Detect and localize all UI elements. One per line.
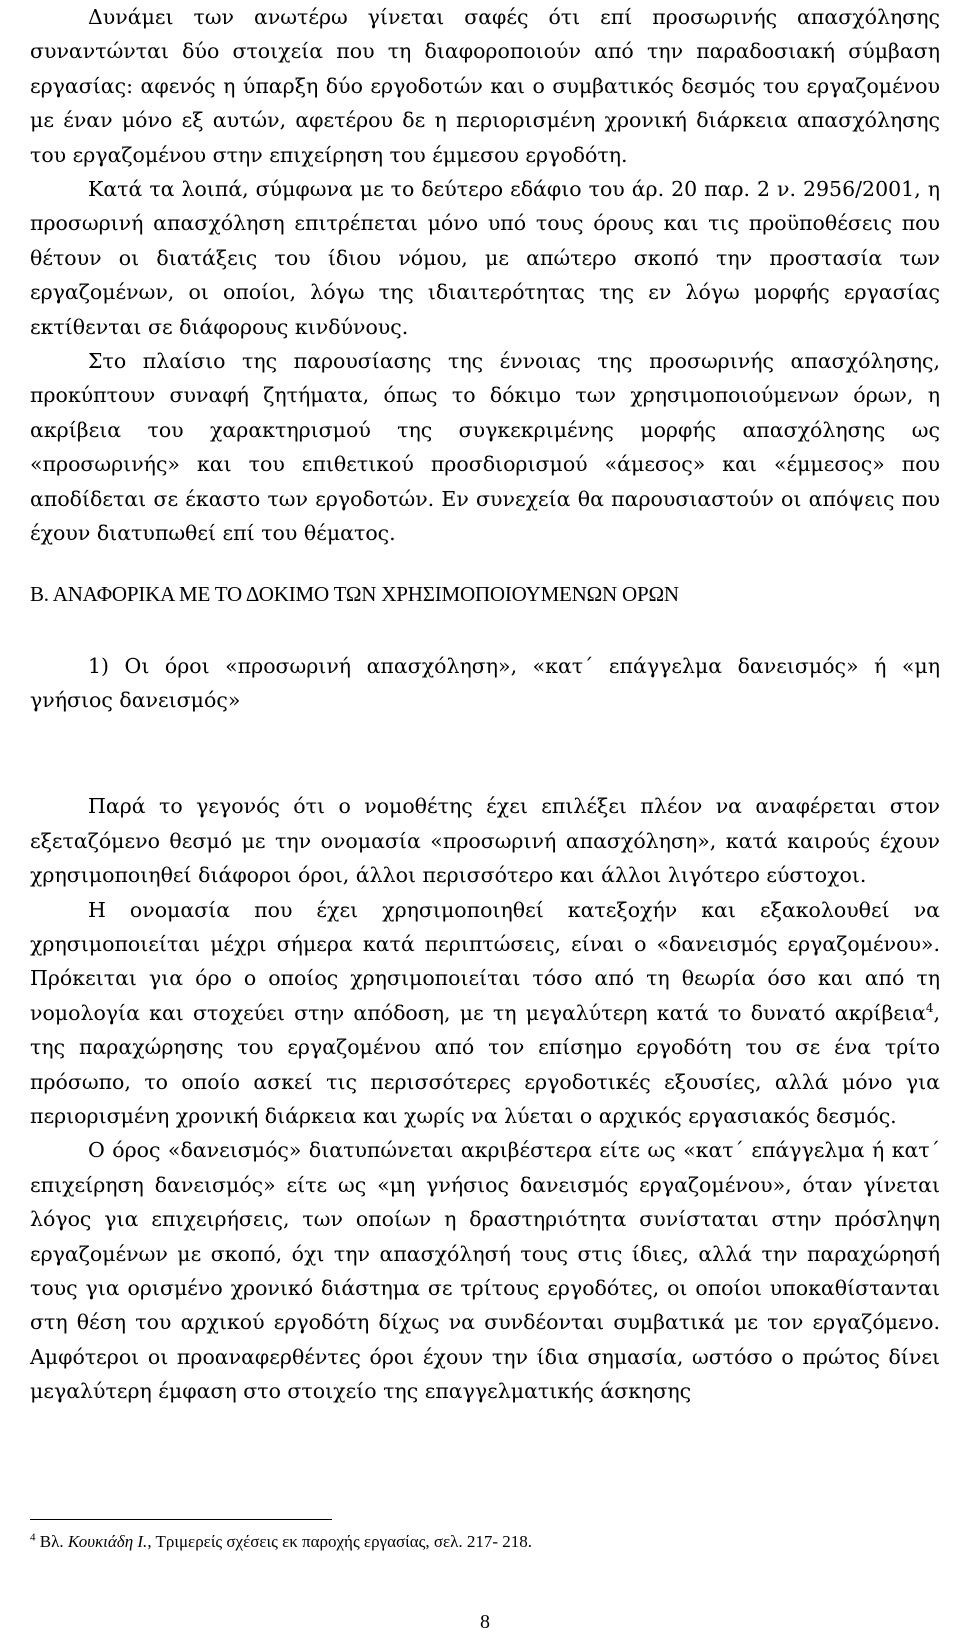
footnote-number: 4 <box>30 1531 36 1544</box>
subsection-heading-text: 1) Οι όροι «προσωρινή απασχόληση», «κατ΄ επάγγελμα δανεισμός» ή «μη γνήσιος δανεισμός» <box>30 653 940 712</box>
paragraph-2: Κατά τα λοιπά, σύμφωνα με το δεύτερο εδάφιο του άρ. 20 παρ. 2 ν. 2956/2001, η προσωρινή απασχόληση επιτρέπεται μόνο υπό τους όρους και τις προϋποθέσεις που θέτουν οι διατάξεις του ίδιου νόμου, με απώτερο σκοπό την προστασία των εργαζομένων, οι οποίοι, λόγω της ιδιαιτερότητας της εν λόγω μορφής εργασίας εκτίθενται σε διάφορους κινδύνους. <box>30 177 940 339</box>
footnote <box>30 1531 532 1553</box>
footnote-prefix: Βλ. <box>35 1532 68 1551</box>
subsection-heading <box>30 649 940 718</box>
paragraph-6: Ο όρος «δανεισμός» διατυπώνεται ακριβέστερα είτε ως «κατ΄ επάγγελμα ή κατ΄ επιχείρηση δανεισμός» είτε ως «μη γνήσιος δανεισμός εργαζομένου», όταν γίνεται λόγος για επιχειρήσεις, των οποίων η δραστηριότητα συνίσταται στην πρόσληψη εργαζομένων με σκοπό, όχι την απασχόλησή τους στις ίδιες, αλλά την παραχώρησή τους για ορισμένο χρονικό διάστημα σε τρίτους εργοδότες, οι οποίοι υποκαθίστανται στη θέση του αρχικού εργοδότη δίχως να συνδέονται συμβατικά με τον εργαζόμενο. Αμφότεροι οι προαναφερθέντες όροι έχουν την ίδια σημασία, ωστόσο ο πρώτος δίνει μεγαλύτερη έμφαση στο στοιχείο της επαγγελματικής άσκησης <box>30 1138 940 1404</box>
page-number: 8 <box>480 1611 490 1633</box>
footnote-reference[interactable]: 4 <box>925 1000 934 1015</box>
paragraph-5-part-1: Η ονομασία που έχει χρησιμοποιηθεί κατεξοχήν και εξακολουθεί να χρησιμοποιείται μέχρι σήμερα κατά περιπτώσεις, είναι ο «δανεισμός εργαζομένου». Πρόκειται για όρο ο οποίος χρησιμοποιείται τόσο από τη θεωρία όσο και από τη νομολογία και στοχεύει στην απόδοση, με τη μεγαλύτερη κατά το δυνατό ακρίβεια <box>30 897 940 1025</box>
document-page <box>30 0 940 1633</box>
footnote-author: Κουκιάδη Ι. <box>67 1532 148 1551</box>
paragraph-4: Παρά το γεγονός ότι ο νομοθέτης έχει επιλέξει πλέον να αναφέρεται στον εξεταζόμενο θεσμό με την ονομασία «προσωρινή απασχόληση», κατά καιρούς έχουν χρησιμοποιηθεί διάφοροι όροι, άλλοι περισσότερο και άλλοι λιγότερο εύστοχοι. <box>30 794 940 888</box>
footnote-divider <box>30 1519 332 1520</box>
paragraph-3: Στο πλαίσιο της παρουσίασης της έννοιας της προσωρινής απασχόλησης, προκύπτουν συναφή ζητήματα, όπως το δόκιμο των χρησιμοποιούμενων όρων, η ακρίβεια του χαρακτηρισμού της συγκεκριμένης μορφής απασχόλησης ως «προσωρινής» και του επιθετικού προσδιορισμού «άμεσος» και «έμμεσος» που αποδίδεται σε έκαστο των εργοδοτών. Εν συνεχεία θα παρουσιαστούν οι απόψεις που έχουν διατυπωθεί επί του θέματος. <box>30 349 940 546</box>
paragraph-5 <box>30 893 940 1134</box>
footnote-citation: , Τριμερείς σχέσεις εκ παροχής εργασίας, σελ. 217- 218. <box>147 1532 533 1551</box>
section-heading: Β. ΑΝΑΦΟΡΙΚΑ ΜΕ ΤΟ ΔΟΚΙΜΟ ΤΩΝ ΧΡΗΣΙΜΟΠΟΙΟΥΜΕΝΩΝ ΟΡΩΝ <box>30 581 679 606</box>
paragraph-1: Δυνάμει των ανωτέρω γίνεται σαφές ότι επί προσωρινής απασχόλησης συναντώνται δύο στοιχεία που τη διαφοροποιούν από την παραδοσιακή σύμβαση εργασίας: αφενός η ύπαρξη δύο εργοδοτών και ο συμβατικός δεσμός του εργαζομένου με έναν μόνο εξ αυτών, αφετέρου δε η περιορισμένη χρονική διάρκεια απασχόλησης του εργαζομένου στην επιχείρηση του έμμεσου εργοδότη. <box>30 5 940 167</box>
paragraph-5-part-2: , της παραχώρησης του εργαζομένου από τον επίσημο εργοδότη του σε ένα τρίτο πρόσωπο, το οποίο ασκεί τις περισσότερες εργοδοτικές εξουσίες, αλλά μόνο για περιορισμένη χρονική διάρκεια και χωρίς να λύεται ο αρχικός εργασιακός δεσμός. <box>30 1000 940 1128</box>
